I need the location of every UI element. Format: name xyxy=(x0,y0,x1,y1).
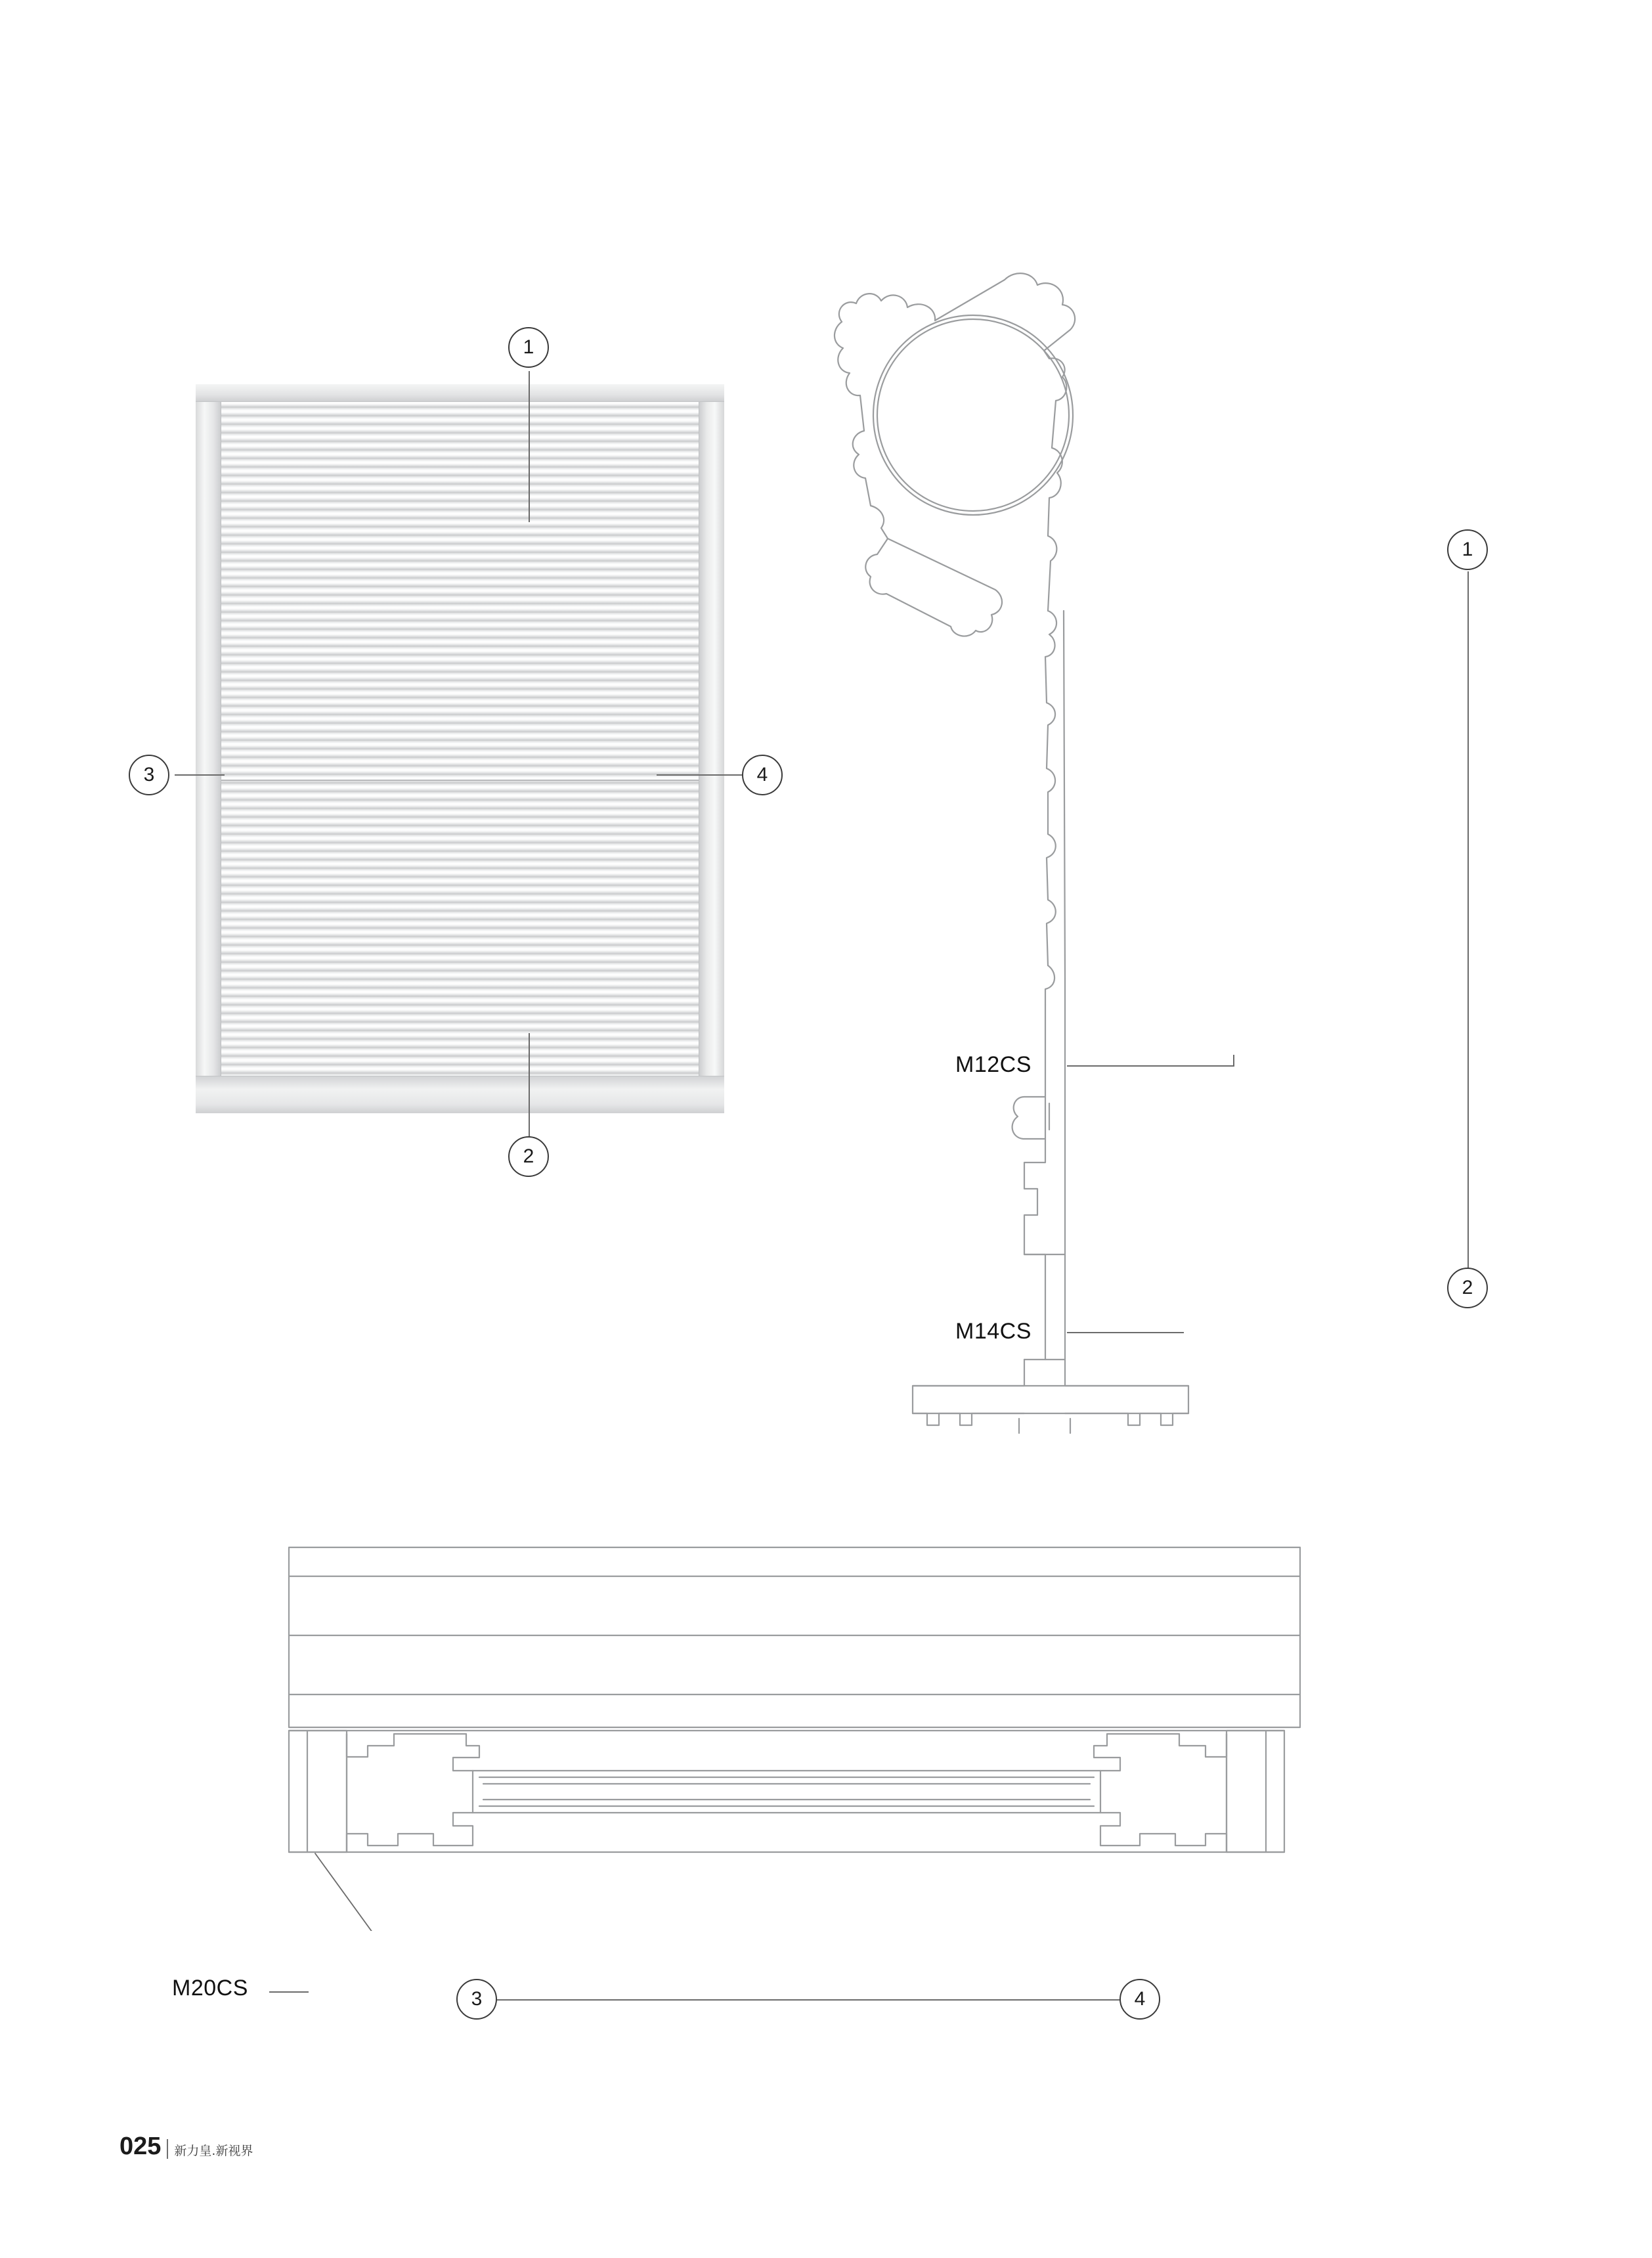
callout-2-right-label: 2 xyxy=(1462,1277,1473,1298)
label-m20cs-text: M20CS xyxy=(172,1976,248,2001)
callout-4-bottom-label: 4 xyxy=(1134,1988,1146,2010)
label-m12cs-leader-tick xyxy=(1233,1055,1234,1067)
callout-2[interactable] xyxy=(508,1136,549,1177)
shutter-bottom-rail xyxy=(196,1076,724,1113)
callout-3-bottom[interactable] xyxy=(456,1979,497,2020)
callout-3[interactable] xyxy=(129,755,169,795)
callout-4-leader xyxy=(657,774,742,776)
callout-3-leader xyxy=(175,774,225,776)
callout-4[interactable] xyxy=(742,755,783,795)
shutter-slat-field xyxy=(221,402,699,1076)
label-m12cs-leader xyxy=(1067,1065,1233,1067)
callout-3-bottom-label: 3 xyxy=(471,1988,483,2010)
callout-2-right[interactable] xyxy=(1447,1268,1488,1308)
label-m14cs-leader xyxy=(1067,1332,1184,1333)
callout-3-label: 3 xyxy=(143,764,155,786)
label-m14cs xyxy=(955,1319,1032,1344)
shutter-right-jamb xyxy=(699,384,724,1113)
shutter-left-jamb xyxy=(196,384,221,1113)
shutter-head-rail xyxy=(196,384,724,402)
brand-text: 新力皇.新视界 xyxy=(174,2144,253,2158)
rolling-shutter-elevation xyxy=(196,384,724,1113)
horizontal-section-profile xyxy=(276,1537,1392,1931)
label-m12cs-text: M12CS xyxy=(955,1052,1032,1077)
callout-1-right-label: 1 xyxy=(1462,539,1473,560)
callout-2-label: 2 xyxy=(523,1145,534,1167)
callout-34-leader xyxy=(497,1999,1119,2001)
page-footer xyxy=(120,2133,253,2161)
vertical-section-profile xyxy=(808,243,1412,1478)
footer-divider xyxy=(167,2139,168,2159)
callout-4-label: 4 xyxy=(756,764,768,786)
label-m14cs-text: M14CS xyxy=(955,1319,1032,1344)
callout-right-leader xyxy=(1467,571,1469,1294)
callout-4-bottom[interactable] xyxy=(1119,1979,1160,2020)
label-m20cs-leader xyxy=(269,1991,309,1993)
shutter-mid-divider xyxy=(221,780,699,781)
callout-1-leader xyxy=(529,371,530,522)
callout-1-right[interactable] xyxy=(1447,529,1488,570)
callout-2-leader xyxy=(529,1033,530,1138)
page-number: 025 xyxy=(120,2133,162,2160)
label-m12cs xyxy=(955,1052,1032,1078)
callout-1[interactable] xyxy=(508,327,549,368)
label-m20cs xyxy=(172,1976,248,2001)
callout-1-label: 1 xyxy=(523,336,534,358)
